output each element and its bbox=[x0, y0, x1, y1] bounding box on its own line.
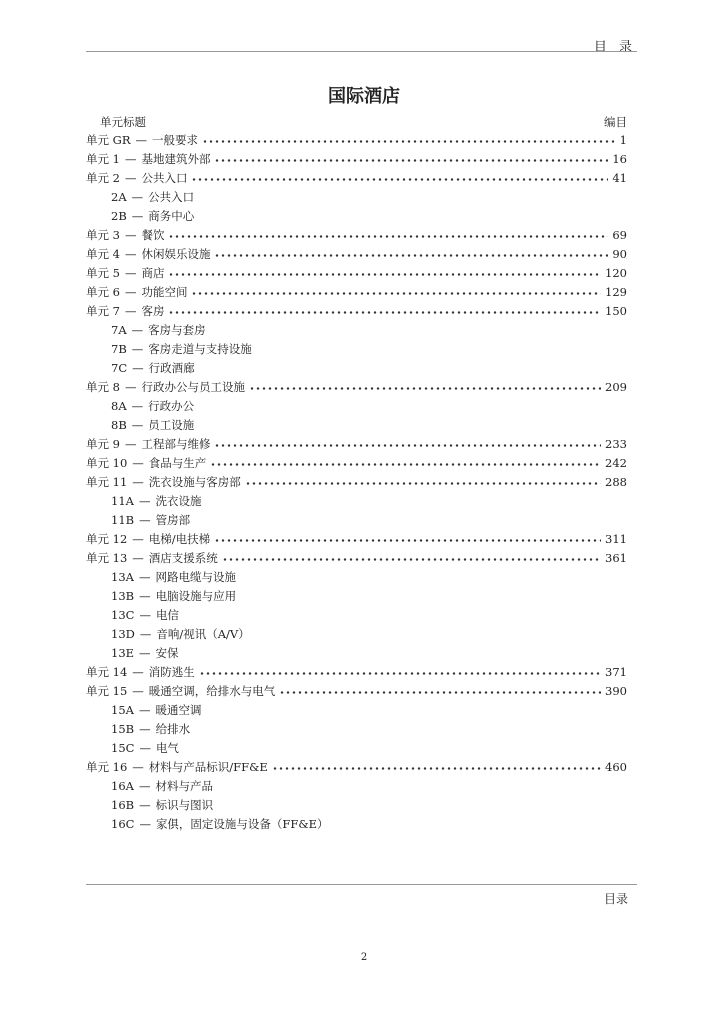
running-footer: 目录 bbox=[603, 892, 628, 906]
toc-entry-separator: — bbox=[124, 266, 137, 280]
toc-entry-separator: — bbox=[138, 570, 151, 584]
toc-dot-leader bbox=[214, 435, 601, 454]
toc-entry-separator: — bbox=[132, 361, 144, 375]
toc-dot-leader bbox=[168, 264, 601, 283]
toc-subentry bbox=[86, 511, 627, 530]
toc-subentry bbox=[86, 739, 627, 758]
toc-entry-title: 休闲娱乐设施 bbox=[141, 247, 211, 261]
toc-subentry bbox=[86, 568, 627, 587]
toc-entry-title: 洗衣设施与客房部 bbox=[148, 475, 241, 489]
toc-entry-page: 390 bbox=[605, 684, 627, 698]
toc-entry bbox=[86, 283, 627, 302]
table-of-contents bbox=[86, 131, 627, 834]
toc-entry-page: 233 bbox=[605, 437, 627, 451]
toc-entry-page: 16 bbox=[612, 152, 627, 166]
toc-entry-number: 单元 10 bbox=[86, 456, 128, 470]
toc-subentry bbox=[86, 492, 627, 511]
toc-entry-separator: — bbox=[139, 817, 151, 831]
toc-entry bbox=[86, 131, 627, 150]
toc-dot-leader bbox=[191, 169, 608, 188]
toc-subentry bbox=[86, 359, 627, 378]
toc-entry-title: 员工设施 bbox=[148, 418, 195, 432]
toc-entry-title: 一般要求 bbox=[152, 133, 199, 147]
toc-entry-page: 120 bbox=[605, 266, 627, 280]
toc-entry-separator: — bbox=[132, 456, 144, 470]
toc-entry-title: 标识与图识 bbox=[155, 798, 214, 812]
toc-entry-page: 41 bbox=[612, 171, 627, 185]
toc-entry-title: 材料与产品标识/FF&E bbox=[148, 760, 268, 774]
toc-entry-number: 单元 8 bbox=[86, 380, 120, 394]
toc-entry-title: 客房与套房 bbox=[148, 323, 206, 337]
toc-subentry bbox=[86, 606, 627, 625]
toc-entry-title: 食品与生产 bbox=[148, 456, 207, 470]
toc-entry bbox=[86, 169, 627, 188]
toc-entry-title: 商务中心 bbox=[148, 209, 195, 223]
toc-entry-separator: — bbox=[124, 380, 137, 394]
toc-entry-page: 150 bbox=[605, 304, 627, 318]
toc-entry-title: 行政办公与员工设施 bbox=[141, 380, 245, 394]
toc-dot-leader bbox=[214, 530, 601, 549]
toc-entry-number: 13A bbox=[111, 570, 134, 584]
toc-entry-title: 工程部与维修 bbox=[141, 437, 211, 451]
toc-subentry bbox=[86, 777, 627, 796]
toc-dot-leader bbox=[245, 473, 601, 492]
header-rule bbox=[86, 51, 637, 52]
toc-entry-separator: — bbox=[139, 798, 151, 812]
toc-entry-title: 行政酒廊 bbox=[148, 361, 195, 375]
toc-entry bbox=[86, 682, 627, 701]
toc-entry-number: 15A bbox=[111, 703, 134, 717]
toc-entry-separator: — bbox=[132, 760, 144, 774]
toc-subentry bbox=[86, 321, 627, 340]
toc-entry-title: 暖通空调 bbox=[155, 703, 202, 717]
toc-entry-separator: — bbox=[124, 171, 137, 185]
toc-dot-leader bbox=[199, 663, 601, 682]
toc-entry-separator: — bbox=[132, 551, 144, 565]
toc-dot-leader bbox=[272, 758, 601, 777]
toc-entry-title: 电脑设施与应用 bbox=[155, 589, 237, 603]
toc-entry-number: 8A bbox=[111, 399, 127, 413]
toc-entry-separator: — bbox=[124, 152, 137, 166]
toc-entry-separator: — bbox=[139, 608, 151, 622]
toc-entry-number: 13C bbox=[111, 608, 135, 622]
toc-entry-separator: — bbox=[135, 133, 148, 147]
toc-entry-number: 11A bbox=[111, 494, 134, 508]
toc-entry-title: 公共入口 bbox=[141, 171, 188, 185]
toc-entry-separator: — bbox=[124, 247, 137, 261]
toc-entry-separator: — bbox=[139, 513, 151, 527]
toc-entry-number: 单元 6 bbox=[86, 285, 120, 299]
column-header-page: 编目 bbox=[604, 115, 627, 129]
toc-entry-number: 7B bbox=[111, 342, 127, 356]
toc-entry-separator: — bbox=[124, 228, 137, 242]
toc-entry-number: 8B bbox=[111, 418, 127, 432]
toc-entry-separator: — bbox=[131, 342, 144, 356]
toc-entry-separator: — bbox=[132, 475, 144, 489]
toc-entry-number: 13D bbox=[111, 627, 135, 641]
toc-entry-page: 460 bbox=[605, 760, 627, 774]
toc-entry bbox=[86, 302, 627, 321]
toc-entry-number: 16B bbox=[111, 798, 135, 812]
toc-entry-title: 音响/视讯（A/V） bbox=[156, 627, 250, 641]
toc-entry-title: 基地建筑外部 bbox=[141, 152, 211, 166]
toc-entry-separator: — bbox=[139, 722, 151, 736]
toc-entry-number: 单元 13 bbox=[86, 551, 128, 565]
toc-entry-title: 客房走道与支持设施 bbox=[148, 342, 252, 356]
toc-entry bbox=[86, 530, 627, 549]
column-header-title: 单元标题 bbox=[100, 115, 146, 129]
toc-subentry bbox=[86, 815, 627, 834]
toc-entry-number: 单元 15 bbox=[86, 684, 128, 698]
toc-entry-title: 暖通空调，给排水与电气 bbox=[148, 684, 276, 698]
toc-subentry bbox=[86, 207, 627, 226]
toc-entry-number: 单元 1 bbox=[86, 152, 120, 166]
toc-subentry bbox=[86, 587, 627, 606]
toc-dot-leader bbox=[210, 454, 601, 473]
toc-entry-page: 129 bbox=[605, 285, 627, 299]
toc-entry-title: 洗衣设施 bbox=[155, 494, 202, 508]
toc-entry-title: 管房部 bbox=[155, 513, 191, 527]
toc-entry-number: 13B bbox=[111, 589, 135, 603]
toc-entry-separator: — bbox=[131, 209, 144, 223]
toc-dot-leader bbox=[191, 283, 601, 302]
toc-entry-title: 给排水 bbox=[155, 722, 191, 736]
toc-subentry bbox=[86, 701, 627, 720]
toc-entry-number: 单元 14 bbox=[86, 665, 128, 679]
toc-entry-title: 家俱，固定设施与设备（FF&E） bbox=[155, 817, 329, 831]
toc-entry-title: 材料与产品 bbox=[155, 779, 213, 793]
toc-dot-leader bbox=[214, 245, 608, 264]
toc-subentry bbox=[86, 720, 627, 739]
toc-subentry bbox=[86, 188, 627, 207]
footer-rule bbox=[86, 884, 637, 885]
toc-entry-separator: — bbox=[131, 190, 144, 204]
toc-entry-number: 2A bbox=[111, 190, 127, 204]
toc-entry-page: 1 bbox=[619, 133, 627, 147]
toc-dot-leader bbox=[202, 131, 616, 150]
toc-entry-page: 242 bbox=[605, 456, 627, 470]
toc-entry-number: 11B bbox=[111, 513, 135, 527]
toc-subentry bbox=[86, 340, 627, 359]
toc-dot-leader bbox=[168, 302, 601, 321]
toc-entry-title: 消防逃生 bbox=[148, 665, 195, 679]
toc-entry-title: 电信 bbox=[155, 608, 179, 622]
toc-entry-separator: — bbox=[139, 741, 151, 755]
toc-subentry bbox=[86, 625, 627, 644]
toc-entry bbox=[86, 226, 627, 245]
toc-entry-number: 7C bbox=[111, 361, 128, 375]
toc-entry-page: 311 bbox=[605, 532, 627, 546]
toc-entry-number: 单元 9 bbox=[86, 437, 120, 451]
toc-subentry bbox=[86, 796, 627, 815]
toc-entry-title: 电气 bbox=[155, 741, 179, 755]
toc-entry-separator: — bbox=[124, 437, 137, 451]
toc-entry-title: 功能空间 bbox=[141, 285, 188, 299]
toc-entry-separator: — bbox=[131, 399, 144, 413]
toc-dot-leader bbox=[222, 549, 601, 568]
toc-entry-number: 单元 4 bbox=[86, 247, 120, 261]
toc-entry-separator: — bbox=[138, 494, 151, 508]
toc-entry bbox=[86, 150, 627, 169]
toc-entry-number: 单元 16 bbox=[86, 760, 128, 774]
toc-entry bbox=[86, 758, 627, 777]
toc-entry-page: 90 bbox=[612, 247, 627, 261]
toc-entry-title: 公共入口 bbox=[148, 190, 195, 204]
toc-entry-separator: — bbox=[124, 304, 137, 318]
toc-entry-separator: — bbox=[138, 703, 151, 717]
toc-entry bbox=[86, 663, 627, 682]
toc-entry-title: 电梯/电扶梯 bbox=[148, 532, 211, 546]
toc-entry-separator: — bbox=[138, 779, 151, 793]
toc-entry-title: 安保 bbox=[155, 646, 179, 660]
toc-entry-number: 单元 7 bbox=[86, 304, 120, 318]
toc-entry-title: 网路电缆与设施 bbox=[155, 570, 236, 584]
toc-entry-title: 客房 bbox=[141, 304, 165, 318]
toc-entry-number: 7A bbox=[111, 323, 127, 337]
toc-dot-leader bbox=[279, 682, 601, 701]
toc-entry bbox=[86, 549, 627, 568]
document-title: 国际酒店 bbox=[328, 86, 400, 107]
toc-entry-number: 单元 2 bbox=[86, 171, 120, 185]
toc-entry-separator: — bbox=[131, 418, 144, 432]
toc-entry-title: 酒店支援系统 bbox=[148, 551, 218, 565]
toc-entry-page: 209 bbox=[605, 380, 627, 394]
toc-entry bbox=[86, 454, 627, 473]
toc-entry-title: 行政办公 bbox=[148, 399, 195, 413]
toc-entry-page: 69 bbox=[612, 228, 627, 242]
toc-dot-leader bbox=[168, 226, 608, 245]
toc-subentry bbox=[86, 416, 627, 435]
toc-entry-separator: — bbox=[124, 285, 137, 299]
toc-entry-separator: — bbox=[132, 665, 144, 679]
toc-entry-page: 361 bbox=[605, 551, 627, 565]
toc-entry-number: 单元 12 bbox=[86, 532, 128, 546]
toc-entry-number: 2B bbox=[111, 209, 127, 223]
toc-entry-separator: — bbox=[132, 532, 144, 546]
toc-entry-page: 288 bbox=[605, 475, 627, 489]
toc-entry bbox=[86, 245, 627, 264]
toc-entry-page: 371 bbox=[605, 665, 627, 679]
toc-entry-number: 13E bbox=[111, 646, 135, 660]
page-number: 2 bbox=[360, 952, 368, 963]
toc-entry-separator: — bbox=[132, 684, 144, 698]
toc-entry-number: 15B bbox=[111, 722, 135, 736]
toc-entry-number: 单元 GR bbox=[86, 133, 131, 147]
toc-entry-title: 餐饮 bbox=[141, 228, 165, 242]
toc-entry-number: 单元 11 bbox=[86, 475, 128, 489]
toc-subentry bbox=[86, 397, 627, 416]
toc-entry bbox=[86, 473, 627, 492]
toc-entry-separator: — bbox=[139, 646, 151, 660]
toc-entry-number: 16C bbox=[111, 817, 135, 831]
toc-entry-title: 商店 bbox=[141, 266, 165, 280]
toc-subentry bbox=[86, 644, 627, 663]
toc-dot-leader bbox=[214, 150, 608, 169]
toc-entry bbox=[86, 435, 627, 454]
toc-entry bbox=[86, 264, 627, 283]
toc-entry-number: 单元 5 bbox=[86, 266, 120, 280]
toc-entry-number: 单元 3 bbox=[86, 228, 120, 242]
toc-entry-separator: — bbox=[139, 589, 151, 603]
toc-entry-separator: — bbox=[139, 627, 152, 641]
toc-entry-separator: — bbox=[131, 323, 144, 337]
toc-entry bbox=[86, 378, 627, 397]
running-header: 目 录 bbox=[593, 40, 636, 55]
toc-entry-number: 15C bbox=[111, 741, 135, 755]
toc-dot-leader bbox=[249, 378, 601, 397]
toc-entry-number: 16A bbox=[111, 779, 134, 793]
